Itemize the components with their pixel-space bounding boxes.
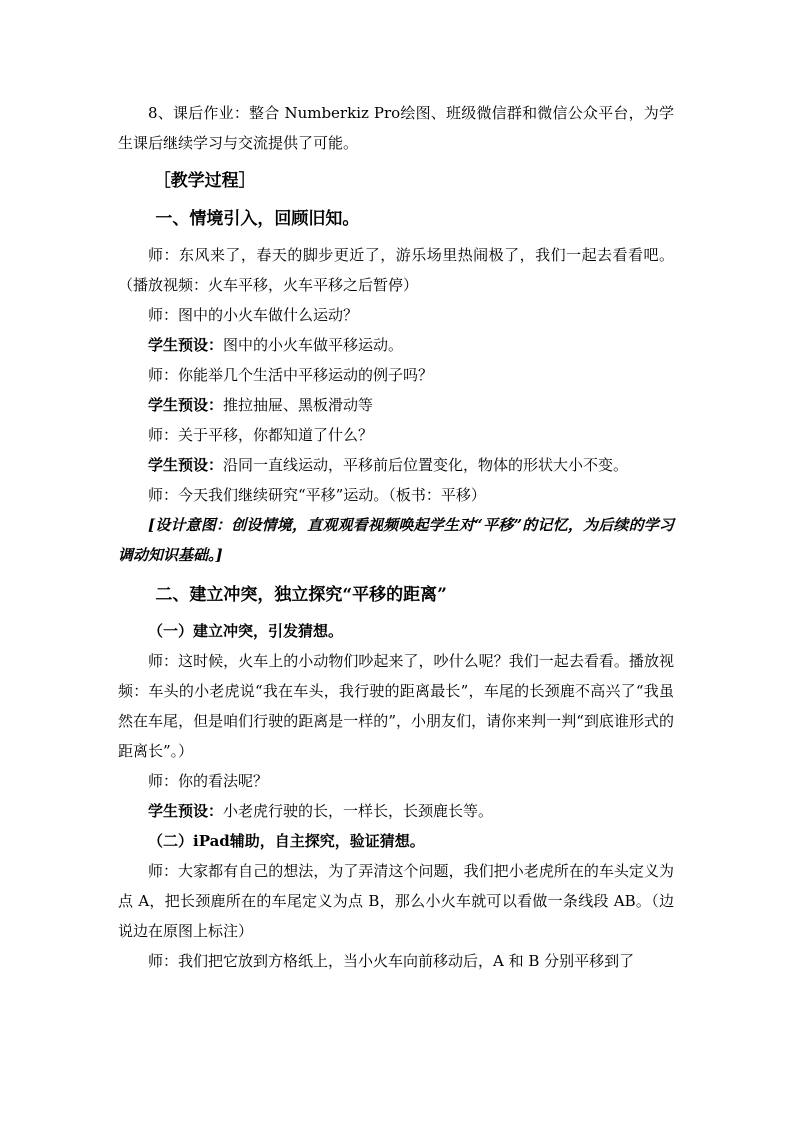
student-preset-label: 学生预设：: [148, 456, 224, 474]
grid-paper-paragraph: 师：我们把它放到方格纸上，当小火车向前移动后，A 和 B 分别平移到了: [148, 952, 635, 970]
question-4: 师：你的看法呢？: [148, 772, 269, 790]
student-answer-2: [118, 390, 674, 420]
answer-text: 沿同一直线运动，平移前后位置变化，物体的形状大小不变。: [223, 456, 629, 474]
student-answer-4: [118, 796, 674, 826]
question-1: 师：图中的小火车做什么运动？: [148, 306, 359, 324]
board-writing-paragraph: 师：今天我们继续研究“平移”运动。（板书：平移）: [148, 486, 486, 504]
student-preset-label: 学生预设：: [148, 802, 224, 820]
answer-text: 小老虎行驶的长，一样长，长颈鹿长等。: [223, 802, 494, 820]
student-preset-label: 学生预设：: [148, 336, 224, 354]
student-answer-3: [118, 450, 674, 480]
subsection-2-heading: （二）iPad辅助，自主探究，验证猜想。: [148, 832, 425, 850]
section-2-heading: 二、建立冲突，独立探究“平移的距离”: [155, 585, 447, 605]
document-body: [118, 98, 674, 976]
student-preset-label: 学生预设：: [148, 396, 224, 414]
section-1-heading: 一、情境引入，回顾旧知。: [155, 209, 360, 229]
teacher-intro-paragraph: 师：东风来了，春天的脚步更近了，游乐场里热闹极了，我们一起去看看吧。（播放视频：火车平移，火车平移之后暂停）: [118, 246, 674, 294]
teaching-process-heading: ［教学过程］: [153, 171, 256, 191]
student-answer-1: [118, 330, 674, 360]
design-intent-note: [设计意图：创设情境，直观观看视频唤起学生对“平移”的记忆，为后续的学习调动知识基础。]: [118, 516, 674, 564]
conflict-paragraph: 师：这时候，火车上的小动物们吵起来了，吵什么呢？我们一起去看看。播放视频：车头的小老虎说“我在车头，我行驶的距离最长”，车尾的长颈鹿不高兴了“我虽然在车尾，但是咱们行驶的距离是一样的”，小朋友们，请你来判一判“到底谁形式的距离长”。）: [118, 652, 674, 760]
question-3: 师：关于平移，你都知道了什么？: [148, 426, 374, 444]
answer-text: 图中的小火车做平移运动。: [223, 336, 404, 354]
answer-text: 推拉抽屉、黑板滑动等: [223, 396, 374, 414]
homework-paragraph: 8、课后作业：整合 Numberkiz Pro绘图、班级微信群和微信公众平台，为学生课后继续学习与交流提供了可能。: [118, 104, 674, 152]
question-2: 师：你能举几个生活中平移运动的例子吗？: [148, 366, 434, 384]
definition-paragraph: 师：大家都有自己的想法，为了弄清这个问题，我们把小老虎所在的车头定义为点 A，把长颈鹿所在的车尾定义为点 B，那么小火车就可以看做一条线段 AB。（边说边在原图上标注）: [118, 862, 674, 940]
subsection-1-heading: （一）建立冲突，引发猜想。: [148, 622, 344, 640]
